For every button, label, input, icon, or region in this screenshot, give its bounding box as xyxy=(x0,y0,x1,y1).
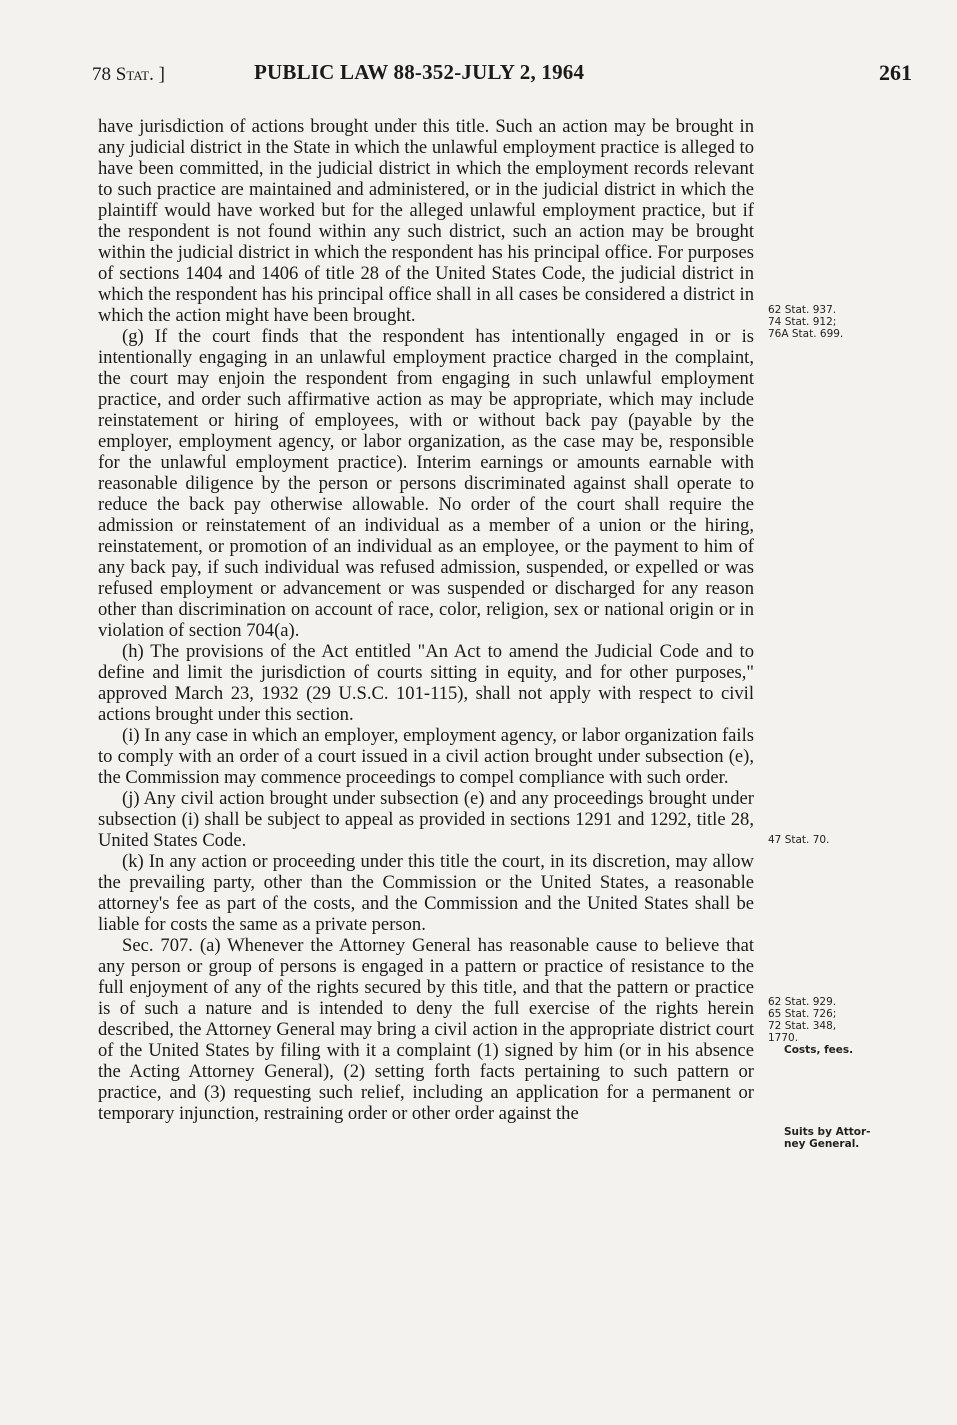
margin-note-costs-fees: Costs, fees. xyxy=(784,1044,854,1056)
paragraph-subsection-g: (g) If the court finds that the respondent has intentionally engaged in or is intentionally engaging in an unlawful employment practice charged in the complaint, the court may enjoin the respondent from engaging in such unlawful employment practice, and order such affirmative action as may be appropriate, which may include reinstatement or hiring of employees, with or without back pay (payable by the employer, employment agency, or labor organization, as the case may be, responsible for the unlawful employment practice). Interim earnings or amounts earnable with reasonable diligence by the person or persons discriminated against shall operate to reduce the back pay otherwise allowable. No order of the court shall require the admission or reinstatement of an individual as a member of a union or the hiring, reinstatement, or promotion of an individual as an employee, or the payment to him of any back pay, if such individual was refused admission, suspended, or expelled or was refused employment or advancement or was suspended or discharged for any reason other than discrimination on account of race, color, religion, sex or national origin or in violation of section 704(a). xyxy=(98,326,754,641)
page-number: 261 xyxy=(879,60,912,85)
paragraph-continuation: have jurisdiction of actions brought under this title. Such an action may be brought in any judicial district in the State in which the unlawful employment practice is alleged to have been committed, in the judicial district in which the employment records relevant to such practice are maintained and administered, or in the judicial district in which the plaintiff would have worked but for the alleged unlawful employment practice, but if the respondent is not found within any such district, such an action may be brought within the judicial district in which the respondent has his principal office. For purposes of sections 1404 and 1406 of title 28 of the United States Code, the judicial district in which the respondent has his principal office shall in all cases be considered a district in which the action might have been brought. xyxy=(98,116,754,326)
paragraph-subsection-j: (j) Any civil action brought under subsection (e) and any proceedings brought under subsection (i) shall be subject to appeal as provided in sections 1291 and 1292, title 28, United States Code. xyxy=(98,788,754,851)
paragraph-section-707: Sec. 707. (a) Whenever the Attorney General has reasonable cause to believe that any person or group of persons is engaged in a pattern or practice of resistance to the full enjoyment of any of the rights secured by this title, and that the pattern or practice is of such a nature and is intended to deny the full exercise of the rights herein described, the Attorney General may bring a civil action in the appropriate district court of the United States by filing with it a complaint (1) signed by him (or in his absence the Acting Attorney General), (2) setting forth facts pertaining to such pattern or practice, and (3) requesting such relief, including an application for a permanent or temporary injunction, restraining order or other order against the xyxy=(98,935,754,1124)
paragraph-subsection-k: (k) In any action or proceeding under this title the court, in its discretion, may allow the prevailing party, other than the Commission or the United States, a reasonable attorney's fee as part of the costs, and the Commission and the United States shall be liable for costs the same as a private person. xyxy=(98,851,754,935)
page-header xyxy=(92,60,912,90)
margin-note-stat-citations-2: 62 Stat. 929. 65 Stat. 726; 72 Stat. 348, 1770. xyxy=(768,996,837,1044)
page-title: PUBLIC LAW 88-352-JULY 2, 1964 xyxy=(254,60,585,84)
paragraph-subsection-h: (h) The provisions of the Act entitled "An Act to amend the Judicial Code and to define and limit the jurisdiction of courts sitting in equity, and for other purposes," approved March 23, 1932 (29 U.S.C. 101-115), shall not apply with respect to civil actions brought under this section. xyxy=(98,641,754,725)
volume-citation: 78 Stat. ] xyxy=(92,64,165,85)
margin-note-47-stat: 47 Stat. 70. xyxy=(768,834,830,846)
paragraph-subsection-i: (i) In any case in which an employer, employment agency, or labor organization fails to comply with an order of a court issued in a civil action brought under subsection (e), the Commission may commence proceedings to compel compliance with such order. xyxy=(98,725,754,788)
margin-note-suits-by-attorney-general: Suits by Attor- ney General. xyxy=(784,1126,871,1150)
margin-note-stat-citations: 62 Stat. 937. 74 Stat. 912; 76A Stat. 699. xyxy=(768,304,844,340)
statute-body xyxy=(98,116,754,1124)
